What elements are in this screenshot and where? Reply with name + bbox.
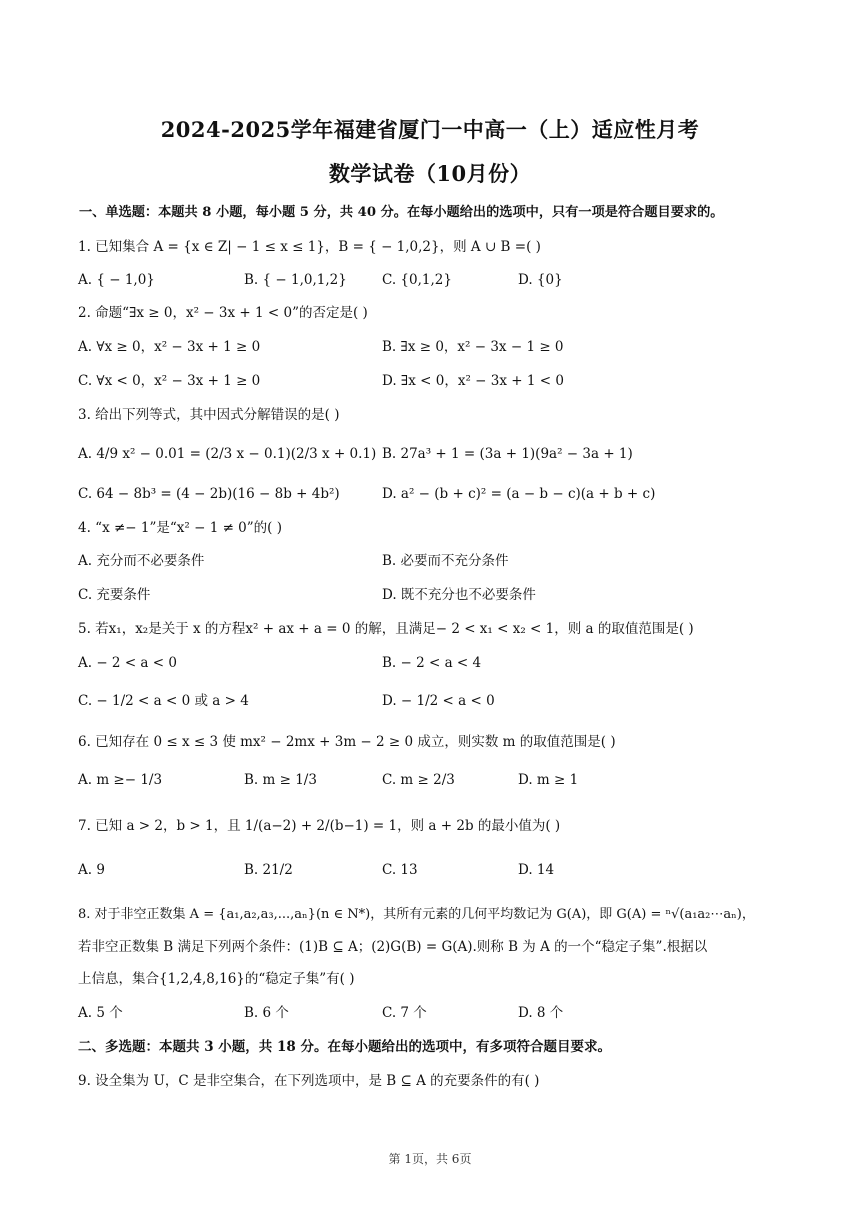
- q3-option-a: A. 4/9 x² − 0.01 = (2/3 x − 0.1)(2/3 x + 0.1): [78, 446, 377, 462]
- q2-option-c: C. ∀x < 0，x² − 3x + 1 ≥ 0: [78, 373, 261, 389]
- q2-option-a: A. ∀x ≥ 0，x² − 3x + 1 ≥ 0: [78, 339, 261, 355]
- q8-option-a: A. 5 个: [78, 1005, 123, 1021]
- q1-option-b: B. { − 1,0,1,2}: [244, 272, 347, 288]
- q5-option-c: C. − 1/2 < a < 0 或 a > 4: [78, 693, 249, 709]
- q2-option-d: D. ∃x < 0，x² − 3x + 1 < 0: [382, 373, 564, 389]
- q7-option-d: D. 14: [518, 862, 555, 878]
- q6-option-d: D. m ≥ 1: [518, 772, 579, 788]
- q4-option-d: D. 既不充分也不必要条件: [382, 587, 536, 603]
- q4-option-b: B. 必要而不充分条件: [382, 553, 509, 569]
- q3-option-c: C. 64 − 8b³ = (4 − 2b)(16 − 8b + 4b²): [78, 486, 340, 502]
- section-1-heading: 一、单选题：本题共 8 小题，每小题 5 分，共 40 分。在每小题给出的选项中，只有一项是符合题目要求的。: [79, 205, 724, 220]
- exam-subtitle: 数学试卷（10月份）: [328, 161, 532, 186]
- q7-option-b: B. 21/2: [244, 862, 293, 878]
- question-8-stem-line-2: 若非空正数集 B 满足下列两个条件：(1)B ⊆ A；(2)G(B) = G(A).则称 B 为 A 的一个“稳定子集”.根据以: [78, 939, 708, 955]
- q5-option-d: D. − 1/2 < a < 0: [382, 693, 495, 709]
- q5-option-b: B. − 2 < a < 4: [382, 655, 482, 671]
- q3-option-d: D. a² − (b + c)² = (a − b − c)(a + b + c): [382, 486, 656, 502]
- question-7-stem: 7. 已知 a > 2，b > 1，且 1/(a−2) + 2/(b−1) = 1，则 a + 2b 的最小值为( ): [78, 818, 561, 834]
- q6-option-a: A. m ≥− 1/3: [78, 772, 163, 788]
- question-8-stem-line-3: 上信息，集合{1,2,4,8,16}的“稳定子集”有( ): [78, 971, 355, 987]
- question-5-stem: 5. 若x₁，x₂是关于 x 的方程x² + ax + a = 0 的解，且满足− 2 < x₁ < x₂ < 1，则 a 的取值范围是( ): [78, 621, 694, 637]
- question-3-stem: 3. 给出下列等式，其中因式分解错误的是( ): [78, 407, 340, 423]
- q1-option-c: C. {0,1,2}: [382, 272, 452, 288]
- q8-option-d: D. 8 个: [518, 1005, 564, 1021]
- question-6-stem: 6. 已知存在 0 ≤ x ≤ 3 使 mx² − 2mx + 3m − 2 ≥ 0 成立，则实数 m 的取值范围是( ): [78, 734, 616, 750]
- q7-option-a: A. 9: [78, 862, 105, 878]
- q5-option-a: A. − 2 < a < 0: [78, 655, 177, 671]
- q4-option-a: A. 充分而不必要条件: [78, 553, 205, 569]
- question-9-stem: 9. 设全集为 U，C 是非空集合，在下列选项中，是 B ⊆ A 的充要条件的有( ): [78, 1073, 540, 1089]
- question-8-stem: 8. 对于非空正数集 A = {a₁,a₂,a₃,...,aₙ}(n ∈ N*)，其所有元素的几何平均数记为 G(A)，即 G(A) = ⁿ√(a₁a₂⋯aₙ)，: [78, 907, 755, 922]
- q6-option-c: C. m ≥ 2/3: [382, 772, 455, 788]
- section-2-heading: 二、多选题：本题共 3 小题，共 18 分。在每小题给出的选项中，有多项符合题目要求。: [78, 1039, 611, 1055]
- q1-option-d: D. {0}: [518, 272, 563, 288]
- q3-option-b: B. 27a³ + 1 = (3a + 1)(9a² − 3a + 1): [382, 446, 633, 462]
- q4-option-c: C. 充要条件: [78, 587, 151, 603]
- page-footer: 第 1页，共 6页: [388, 1152, 472, 1166]
- question-1-stem: 1. 已知集合 A = {x ∈ Z| − 1 ≤ x ≤ 1}，B = { − 1,0,2}，则 A ∪ B =( ): [78, 239, 541, 255]
- q2-option-b: B. ∃x ≥ 0，x² − 3x − 1 ≥ 0: [382, 339, 564, 355]
- q6-option-b: B. m ≥ 1/3: [244, 772, 317, 788]
- q7-option-c: C. 13: [382, 862, 418, 878]
- q8-option-c: C. 7 个: [382, 1005, 427, 1021]
- exam-title: 2024-2025学年福建省厦门一中高一（上）适应性月考: [160, 117, 700, 142]
- q8-option-b: B. 6 个: [244, 1005, 289, 1021]
- question-2-stem: 2. 命题“∃x ≥ 0，x² − 3x + 1 < 0”的否定是( ): [78, 305, 368, 321]
- q1-option-a: A. { − 1,0}: [78, 272, 155, 288]
- question-4-stem: 4. “x ≠− 1”是“x² − 1 ≠ 0”的( ): [78, 520, 283, 536]
